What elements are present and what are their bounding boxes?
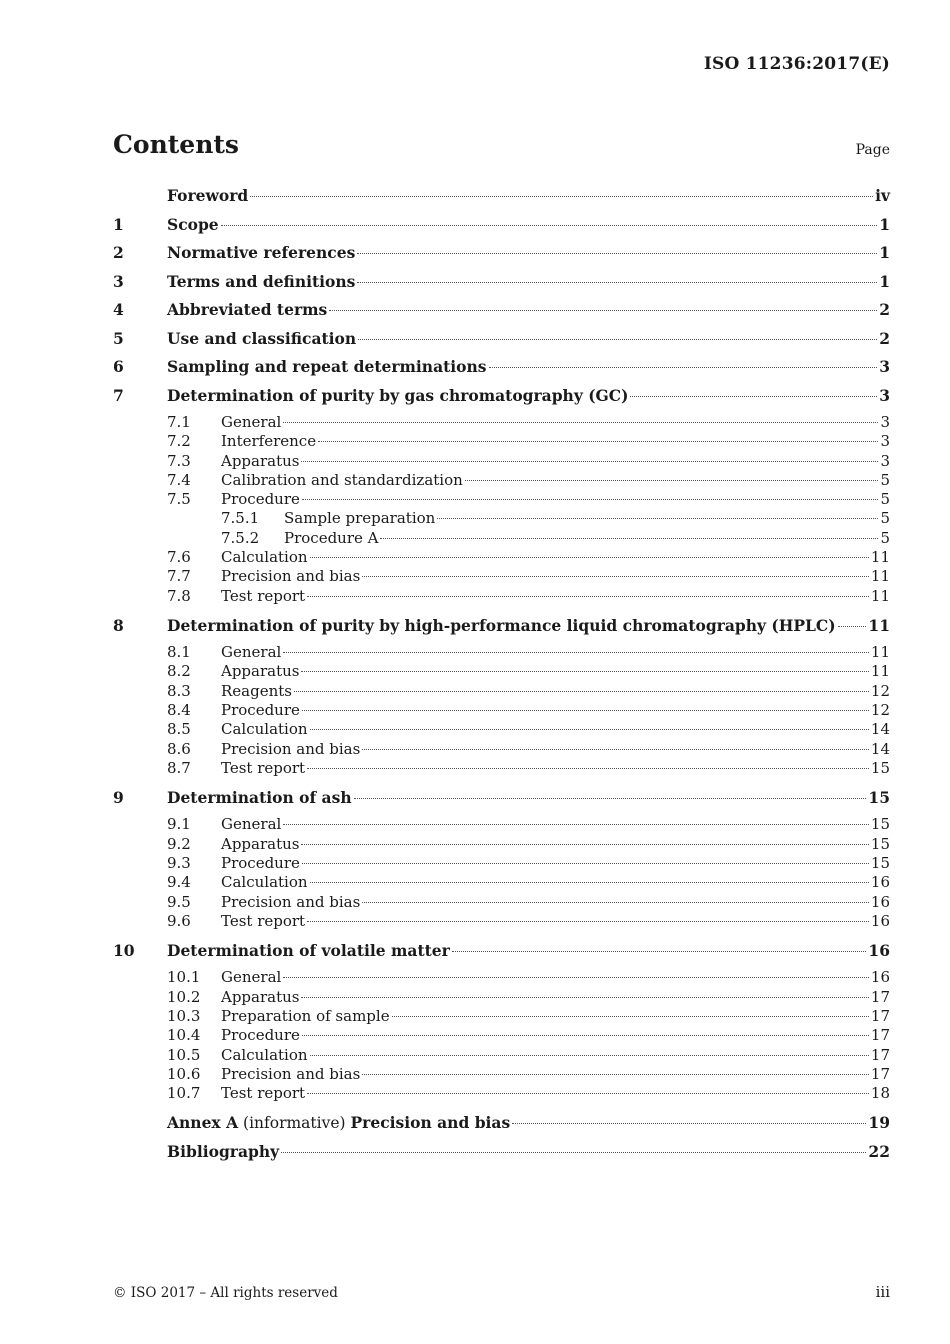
toc-entry-page: 3 <box>880 413 890 431</box>
dot-leader <box>358 339 877 340</box>
toc-entry-title-part: Annex A <box>167 1113 239 1133</box>
toc-entry-page: 17 <box>870 1026 890 1045</box>
toc-entry-page: 5 <box>880 509 890 528</box>
toc-entry-page: 12 <box>870 681 890 700</box>
toc-entry[interactable] <box>113 452 890 471</box>
dot-leader <box>310 729 869 730</box>
toc-entry-number: 1 <box>113 214 124 234</box>
toc-entry-title: Procedure <box>221 1026 300 1045</box>
toc-entry[interactable] <box>113 912 890 940</box>
page-number: iii <box>875 1283 890 1301</box>
toc-entry[interactable] <box>113 271 890 300</box>
toc-entry-page: 16 <box>868 940 890 960</box>
toc-entry[interactable] <box>113 1065 890 1084</box>
dot-leader <box>283 652 869 653</box>
toc-entry-number: 7.2 <box>167 432 191 451</box>
toc-entry-title: Procedure <box>221 854 300 873</box>
toc-entry-page: iv <box>875 186 890 205</box>
dot-leader <box>281 1152 866 1153</box>
dot-leader <box>310 557 869 558</box>
toc-entry-page: 11 <box>868 615 890 635</box>
toc-entry[interactable] <box>113 1007 890 1026</box>
dot-leader <box>310 882 869 883</box>
toc-entry-page: 3 <box>880 432 890 451</box>
toc-entry-page: 5 <box>880 528 890 547</box>
toc-entry-page: 15 <box>870 834 890 853</box>
toc-entry-title: Determination of volatile matter <box>167 940 450 960</box>
toc-entry-page: 15 <box>870 854 890 873</box>
toc-entry-title: Apparatus <box>221 834 300 853</box>
dot-leader <box>838 626 867 627</box>
dot-leader <box>362 749 869 750</box>
toc-entry-title: Test report <box>221 1084 306 1103</box>
toc-entry-page: 17 <box>870 1064 890 1083</box>
toc-entry-page: 11 <box>870 548 890 567</box>
toc-entry[interactable] <box>113 662 890 681</box>
toc-entry[interactable] <box>113 988 890 1007</box>
dot-leader <box>294 691 869 692</box>
toc-entry-number: 10 <box>113 940 135 960</box>
dot-leader <box>301 671 868 672</box>
toc-entry-title: Preparation of sample <box>221 1007 390 1026</box>
toc-entry[interactable] <box>113 787 890 816</box>
dot-leader <box>329 310 877 311</box>
toc-entry-page: 22 <box>868 1141 890 1161</box>
toc-entry-number: 10.2 <box>167 987 201 1006</box>
toc-entry-number: 10.6 <box>167 1064 201 1083</box>
toc-entry[interactable] <box>113 548 890 567</box>
toc-entry-page: 14 <box>870 739 890 758</box>
toc-entry-page: 16 <box>870 968 890 987</box>
toc-entry-number: 9 <box>113 787 124 807</box>
toc-entry[interactable] <box>113 893 890 912</box>
toc-entry-title-part: Precision and bias <box>350 1113 511 1133</box>
dot-leader <box>362 576 869 577</box>
toc-entry-title: General <box>221 968 282 987</box>
toc-entry[interactable] <box>113 643 890 662</box>
toc-entry-number: 8.5 <box>167 720 191 739</box>
dot-leader <box>512 1123 866 1124</box>
toc-entry-number: 8.4 <box>167 701 191 720</box>
toc-entry-page: 14 <box>870 720 890 739</box>
dot-leader <box>310 1055 869 1056</box>
toc-entry-number: 9.6 <box>167 911 191 930</box>
toc-entry-title: Foreword <box>167 186 249 205</box>
toc-entry-title: Use and classification <box>167 328 357 348</box>
toc-entry-title: Reagents <box>221 681 292 700</box>
toc-entry-number: 10.4 <box>167 1026 201 1045</box>
toc-entry-page: 3 <box>879 357 890 376</box>
toc-entry-title: Apparatus <box>221 987 300 1006</box>
dot-leader <box>437 518 878 519</box>
document-id: ISO 11236:2017(E) <box>703 54 890 74</box>
toc-entry-page: 1 <box>879 214 890 234</box>
dot-leader <box>283 977 869 978</box>
dot-leader <box>250 196 873 197</box>
toc-entry-title: Normative references <box>167 243 356 262</box>
toc-entry-title: Calculation <box>221 548 308 567</box>
toc-entry-number: 7.6 <box>167 548 191 567</box>
toc-entry-number: 9.3 <box>167 854 191 873</box>
toc-entry-number: 7 <box>113 385 124 405</box>
dot-leader <box>302 863 869 864</box>
toc-entry[interactable] <box>113 413 890 432</box>
toc-entry[interactable] <box>113 1084 890 1112</box>
toc-entry-page: 17 <box>870 987 890 1006</box>
toc-entry-number: 2 <box>113 243 124 262</box>
dot-leader <box>489 367 878 368</box>
toc-entry-number: 7.5.1 <box>221 509 260 528</box>
toc-entry[interactable] <box>113 299 890 328</box>
toc-entry-title: Precision and bias <box>221 1064 361 1083</box>
toc-entry-page: 11 <box>870 643 890 662</box>
toc-entry[interactable] <box>113 1141 890 1170</box>
toc-entry[interactable] <box>113 1046 890 1065</box>
dot-leader <box>465 480 879 481</box>
toc-entry[interactable] <box>113 759 890 787</box>
toc-entry-page: 2 <box>879 300 890 319</box>
toc-entry-title: Calculation <box>221 720 308 739</box>
dot-leader <box>307 921 869 922</box>
dot-leader <box>630 396 877 397</box>
toc-entry[interactable] <box>113 214 890 243</box>
toc-entry-number: 10.5 <box>167 1045 201 1064</box>
toc-entry-page: 3 <box>879 385 890 405</box>
toc-entry-title: Procedure <box>221 701 300 720</box>
toc-entry-title: Test report <box>221 911 306 930</box>
toc-entry-title: Test report <box>221 758 306 777</box>
toc-entry[interactable] <box>113 185 890 214</box>
toc-entry-page: 16 <box>870 911 890 930</box>
dot-leader <box>301 997 868 998</box>
toc-entry[interactable] <box>113 720 890 739</box>
toc-entry[interactable] <box>113 587 890 615</box>
toc-entry-number: 6 <box>113 357 124 376</box>
dot-leader <box>452 951 867 952</box>
toc-entry-page: 15 <box>870 815 890 834</box>
copyright-notice: © ISO 2017 – All rights reserved <box>113 1285 338 1301</box>
dot-leader <box>362 902 869 903</box>
toc-entry[interactable] <box>113 854 890 873</box>
toc-entry-number: 7.4 <box>167 470 191 489</box>
toc-entry-number: 5 <box>113 328 124 348</box>
toc-entry-title: Determination of purity by gas chromatography (GC) <box>167 385 629 405</box>
dot-leader <box>283 824 869 825</box>
toc-entry-title: Scope <box>167 214 219 234</box>
toc-entry-title: Calculation <box>221 873 308 892</box>
toc-entry-title: Procedure A <box>284 528 379 547</box>
toc-entry-title <box>167 1112 510 1134</box>
toc-entry[interactable] <box>113 615 890 644</box>
toc-entry-title: Apparatus <box>221 451 300 470</box>
toc-entry-page: 16 <box>870 873 890 892</box>
toc-entry-title: General <box>221 413 282 431</box>
dot-leader <box>302 710 869 711</box>
dot-leader <box>302 1035 869 1036</box>
dot-leader <box>354 798 867 799</box>
toc-entry-page: 16 <box>870 892 890 911</box>
toc-entry-number: 7.5.2 <box>221 528 260 547</box>
toc-entry-number: 9.5 <box>167 892 191 911</box>
toc-entry-title: Interference <box>221 432 317 451</box>
toc-entry[interactable] <box>113 873 890 892</box>
toc-entry-title: Precision and bias <box>221 892 361 911</box>
toc-entry-title: General <box>221 815 282 834</box>
toc-entry-number: 8.6 <box>167 739 191 758</box>
toc-entry[interactable] <box>113 356 890 385</box>
toc-entry-number: 8.7 <box>167 758 191 777</box>
dot-leader <box>221 225 878 226</box>
toc-entry[interactable] <box>113 815 890 834</box>
toc-entry-number: 9.1 <box>167 815 191 834</box>
dot-leader <box>301 844 868 845</box>
toc-entry-title: Sampling and repeat determinations <box>167 357 487 376</box>
toc-entry-number: 10.1 <box>167 968 201 987</box>
toc-entry[interactable] <box>113 385 890 414</box>
toc-entry-page: 19 <box>868 1113 890 1133</box>
toc-entry-title: Bibliography <box>167 1141 280 1161</box>
toc-entry[interactable] <box>113 1112 890 1141</box>
toc-entry-title: General <box>221 643 282 662</box>
toc-entry[interactable] <box>113 242 890 271</box>
toc-entry-number: 7.8 <box>167 586 191 605</box>
toc-entry-title: Sample preparation <box>284 509 436 528</box>
toc-entry[interactable] <box>113 471 890 490</box>
toc-entry-number: 3 <box>113 271 124 291</box>
toc-entry[interactable] <box>113 1026 890 1045</box>
toc-entry-title: Procedure <box>221 490 300 509</box>
page-column-label: Page <box>855 142 890 158</box>
dot-leader <box>302 499 879 500</box>
dot-leader <box>362 1074 869 1075</box>
toc-entry-number: 7.7 <box>167 567 191 586</box>
dot-leader <box>357 253 877 254</box>
toc-entry-page: 15 <box>870 758 890 777</box>
toc-entry-page: 5 <box>880 490 890 509</box>
toc-entry-number: 4 <box>113 300 124 319</box>
table-of-contents <box>113 185 890 1169</box>
dot-leader <box>318 441 878 442</box>
toc-entry-number: 9.4 <box>167 873 191 892</box>
toc-entry[interactable] <box>113 740 890 759</box>
toc-entry-page: 11 <box>870 567 890 586</box>
toc-entry[interactable] <box>113 328 890 357</box>
toc-entry-page: 5 <box>880 470 890 489</box>
toc-entry-title: Calculation <box>221 1045 308 1064</box>
dot-leader <box>307 596 869 597</box>
toc-entry-number: 7.3 <box>167 451 191 470</box>
toc-entry[interactable] <box>113 509 890 528</box>
toc-entry-number: 7.1 <box>167 413 191 431</box>
toc-entry-title: Abbreviated terms <box>167 300 328 319</box>
toc-entry-number: 8.3 <box>167 681 191 700</box>
dot-leader <box>357 282 877 283</box>
toc-entry-page: 1 <box>879 271 890 291</box>
toc-entry-title: Determination of ash <box>167 787 352 807</box>
dot-leader <box>392 1016 869 1017</box>
toc-entry[interactable] <box>113 835 890 854</box>
toc-entry-number: 10.3 <box>167 1007 201 1026</box>
toc-entry-page: 11 <box>870 662 890 681</box>
toc-entry-title: Determination of purity by high-performance liquid chromatography (HPLC) <box>167 615 836 635</box>
dot-leader <box>307 768 869 769</box>
toc-entry-number: 8.2 <box>167 662 191 681</box>
contents-heading: Contents <box>113 130 240 159</box>
toc-entry[interactable] <box>113 682 890 701</box>
toc-entry[interactable] <box>113 701 890 720</box>
toc-entry[interactable] <box>113 567 890 586</box>
toc-entry[interactable] <box>113 529 890 548</box>
toc-entry-page: 17 <box>870 1045 890 1064</box>
toc-entry[interactable] <box>113 968 890 987</box>
toc-entry-title: Calibration and standardization <box>221 470 463 489</box>
toc-entry-title: Precision and bias <box>221 567 361 586</box>
toc-entry-number: 8 <box>113 615 124 635</box>
dot-leader <box>301 461 878 462</box>
toc-entry-page: 17 <box>870 1007 890 1026</box>
dot-leader <box>283 422 878 423</box>
toc-entry-number: 8.1 <box>167 643 191 662</box>
toc-entry[interactable] <box>113 432 890 451</box>
toc-entry-page: 11 <box>870 586 890 605</box>
toc-entry-title: Precision and bias <box>221 739 361 758</box>
toc-entry-number: 7.5 <box>167 490 191 509</box>
toc-entry-title: Apparatus <box>221 662 300 681</box>
toc-entry-number: 9.2 <box>167 834 191 853</box>
toc-entry-page: 2 <box>879 328 890 348</box>
toc-entry-page: 15 <box>868 787 890 807</box>
dot-leader <box>380 538 878 539</box>
toc-entry-page: 12 <box>870 701 890 720</box>
toc-entry-title: Test report <box>221 586 306 605</box>
dot-leader <box>307 1093 869 1094</box>
toc-entry[interactable] <box>113 940 890 969</box>
toc-entry-page: 3 <box>880 451 890 470</box>
toc-entry-title-part: (informative) <box>238 1114 351 1133</box>
toc-entry[interactable] <box>113 490 890 509</box>
toc-entry-number: 10.7 <box>167 1084 201 1103</box>
toc-entry-title: Terms and definitions <box>167 271 356 291</box>
toc-entry-page: 1 <box>879 243 890 262</box>
toc-entry-page: 18 <box>870 1084 890 1103</box>
